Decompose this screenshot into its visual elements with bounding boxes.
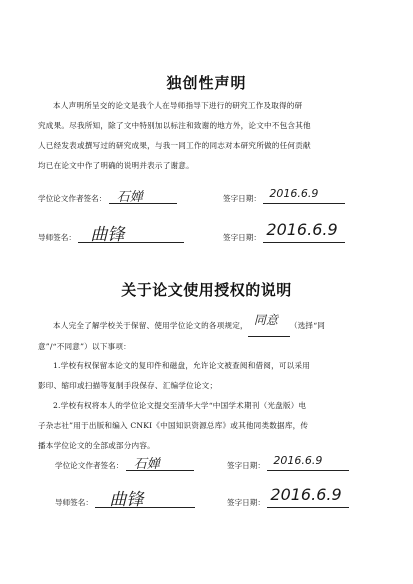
advisor-date-field-2[interactable] (267, 485, 349, 508)
author-date-field-2[interactable] (267, 454, 349, 471)
declaration-title: 独创性声明 (166, 74, 247, 92)
authorization-intro-line-2: 意”/“不同意”）以下事项： (38, 342, 131, 351)
author-date-field[interactable] (263, 187, 345, 204)
advisor-date-handwriting-2: 2016.6.9 (270, 485, 342, 504)
declaration-line-1: 本人声明所呈交的论文是我个人在导师指导下进行的研究工作及取得的研 (53, 101, 303, 110)
advisor-signature-handwriting: 曲锋 (90, 225, 125, 245)
author-signature-handwriting: 石婵 (116, 190, 143, 205)
advisor-signature-field[interactable] (78, 225, 184, 245)
advisor-date-field[interactable] (263, 220, 345, 243)
authorization-choice-field[interactable] (248, 313, 290, 337)
item-1-line-1: 1.学校有权保留本论文的复印件和磁盘，允许论文被查阅和借阅，可以采用 (53, 361, 311, 370)
advisor-date-row-2 (227, 485, 349, 508)
authorization-choice-handwriting: 同意 (253, 313, 279, 327)
item-1-line-2: 影印、缩印或扫描等复制手段保存、汇编学位论文； (38, 381, 218, 390)
authorization-intro-text: 本人完全了解学校关于保留、使用学位论文的各项规定， (53, 321, 248, 330)
item-2-line-2: 子杂志社”用于出版和编入 CNKI《中国知识资源总库》或其他同类数据库，传 (38, 421, 309, 430)
advisor-date-handwriting: 2016.6.9 (266, 220, 338, 239)
author-signature-label-2: 学位论文作者签名： (55, 461, 124, 470)
authorization-item-1 (38, 356, 383, 396)
author-signature-label: 学位论文作者签名： (38, 194, 107, 203)
author-date-row-2 (227, 454, 349, 471)
advisor-signature-row-2 (55, 490, 195, 510)
author-date-handwriting-2: 2016.6.9 (273, 454, 323, 467)
advisor-signature-label: 导师签名： (38, 233, 76, 242)
declaration-line-4: 均已在论文中作了明确的说明并表示了谢意。 (38, 161, 194, 170)
author-signature-row-2 (55, 457, 194, 472)
authorization-title: 关于论文使用授权的说明 (121, 281, 292, 299)
author-date-row-1 (223, 187, 345, 204)
advisor-date-row-1 (223, 220, 345, 243)
authorization-item-2 (38, 396, 383, 456)
advisor-signature-field-2[interactable] (95, 490, 195, 510)
declaration-paragraph (38, 96, 383, 176)
advisor-date-label: 签字日期： (223, 233, 261, 242)
author-signature-field[interactable] (109, 190, 177, 205)
advisor-signature-row-1 (38, 225, 184, 245)
author-signature-field-2[interactable] (126, 457, 194, 472)
item-2-line-1: 2.学校有权将本人的学位论文提交至清华大学“中国学术期刊（光盘版）电 (53, 401, 307, 410)
authorization-intro (38, 313, 383, 357)
author-date-label-2: 签字日期： (227, 461, 265, 470)
item-2-line-3: 播本学位论文的全部或部分内容。 (38, 441, 155, 450)
author-signature-handwriting-2: 石婵 (133, 457, 160, 472)
advisor-signature-handwriting-2: 曲锋 (109, 490, 144, 510)
author-date-handwriting: 2016.6.9 (269, 187, 319, 200)
author-date-label: 签字日期： (223, 194, 261, 203)
advisor-date-label-2: 签字日期： (227, 498, 265, 507)
authorization-intro-line-1 (38, 313, 383, 337)
declaration-line-3: 人已经发表或撰写过的研究成果，与我一同工作的同志对本研究所做的任何贡献 (38, 141, 311, 150)
authorization-intro-tail: （选择“同 (289, 321, 326, 330)
author-signature-row-1 (38, 190, 177, 205)
advisor-signature-label-2: 导师签名： (55, 498, 93, 507)
declaration-line-2: 究成果。尽我所知，除了文中特别加以标注和致谢的地方外，论文中不包含其他 (38, 121, 311, 130)
